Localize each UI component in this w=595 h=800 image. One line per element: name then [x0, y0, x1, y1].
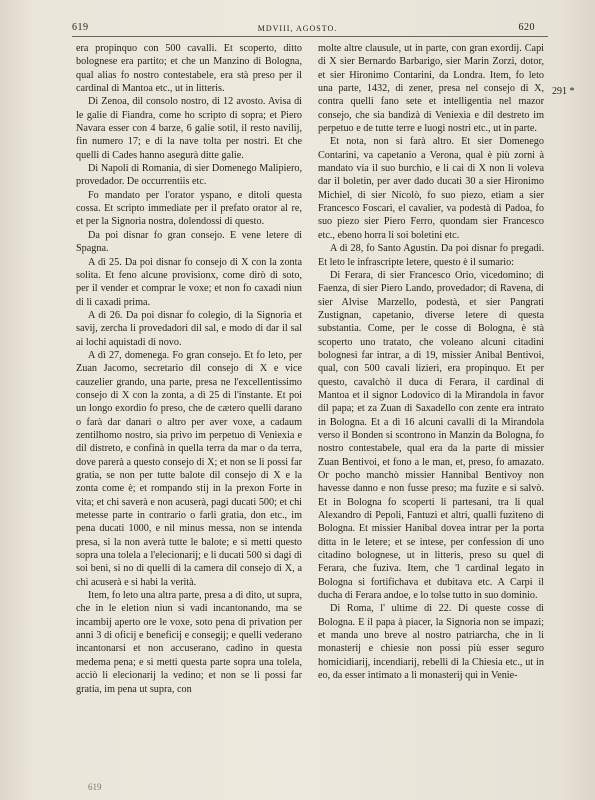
paragraph: Fo mandato per l'orator yspano, e ditoli questa cossa. Et scripto immediate per il prefato orator al re, et per la Signoria nostra, dolendossi di questo. — [76, 189, 302, 228]
paragraph: A dì 25. Da poi disnar fo consejo di X con la zonta solita. Et feno alcune provisionx, come dirò di soto, per il vender et comprar le voxe; et non fo caxadi niun di li caxadi prima. — [76, 256, 302, 308]
margin-note: 291 * — [552, 86, 575, 97]
paragraph: Item, fo leto una altra parte, presa a dì dito, ut supra, che in le eletion niun si vadi incantonando, ma se incambij aperto ore le voxe, soto pena di privation per anni 3 di oficij e beneficij e consegij; e quelli vederano incantonarsi et non accuserano, cadino in questa medema pena; e si metti questa parte sopra una tolela, acciò li elecionarij la vedino; et non se li possi far gratia, im pena ut supra, con — [76, 590, 302, 695]
paragraph: A dì 28, fo Santo Agustin. Da poi disnar fo pregadi. Et leto le infrascripte letere, questo è il sumario: — [318, 243, 544, 268]
paragraph: Da poi disnar fo gran consejo. E vene letere di Spagna. — [76, 229, 302, 255]
paragraph: era propinquo con 500 cavalli. Et scoperto, ditto bolognese era partito; et che un Manzino di Bologna, qual alias fo nostro contestabele, era stà preso per il cardinal di Mantoa etc., ut in litteris. — [76, 43, 302, 95]
running-title: MDVIII, AGOSTO. — [257, 24, 338, 33]
footer-mark: 619 — [88, 782, 102, 792]
right-text-column — [318, 42, 544, 683]
paragraph: A dì 26. Da poi disnar fo colegio, di la Signoria et savij, zercha li provedadori dil sal, e modo di dar il sal ai lochi aquistadi di novo. — [76, 309, 302, 348]
paragraph: Di Zenoa, dil consolo nostro, di 12 avosto. Avisa di le galie di Fiandra, come ho scripto di sopra; et Piero Navara esser con 4 barze, 6 galie sotil, il resto navilij, fin numero 17; e di la nave tolta per nostri. Et che quelli di Cades hanno asegurà ditte galie. — [76, 96, 302, 161]
left-page-number: 619 — [72, 22, 89, 33]
paragraph: Di Roma, l' ultime di 22. Di queste cosse di Bologna. E il papa à piacer, la Signoria non se impazi; et manda uno breve al nostro patriarcha, che in li monasterij e chiesie non possi più esser seguro homicidiarij, incendiarij, rebelli di la Chiesia etc., ut in eo, da esser intimato a li monasterij qui in Venie- — [318, 603, 544, 682]
left-text-column — [76, 42, 302, 696]
paragraph: Di Ferara, di sier Francesco Orio, vicedomino; di Faenza, di sier Piero Lando, provedador; di Ravena, di sier Alvise Marzello, podestà, et sier Pangrati Zustignan, capetanio, diverse letere di questa substantia. Come, per le cosse di Bologna, è stà scoperto uno tratato, che voleano alcuni citadini bolognesi far intrar, a dì 19, missier Anibal Bentivoi, qual, con 500 cavali lizieri, era propinquo. Et per questo, cavalchò il duca di Ferara, il cardinal di Mantoa et il signor Lodovico di la Mirandola in favor dil papa; et za Zuan di Saxadello con zente era intrato in Bologna. Et a dì 16 alcuni cavalli di la Mirandola verso il Bonden si scontrono in Manzin da Bologna, fo nostro contestabele, qual era da la parte di missier Zuan Bentivoi, et fono a le man, et, preso, fo amazato. Or pocho manchò missier Hannibal Bentivoy non havesse danno e non fusse preso; ma fuzite e si salvò. Et in Bologna fo scoperti li partesani, tra li qual Alexandro di Pepoli, Fantuzi et altri, qualli fuziteno di Bologna. Et missier Hanibal dovea intrar per la porta ditta in le letere; et se intese, per confession di uno citadino bolognese, ut in litteris, preso su quel di Ferara, che fuziva. Item, che 'l cardinal legato in Bologna si fortifichava et dubitava etc. A Carpi il ducha di Ferara andoe, e lo tolse tutto in suo dominio. — [318, 269, 544, 602]
paragraph: Et nota, non si farà altro. Et sier Domenego Contarini, va capetanio a Verona, qual è più zorni à mandato via il suo burchio, e li cai di X non li voleva dar il boletin, per aver dado ducati 30 a sier Hironimo Michiel, di sier Nicolò, fo suo piezo, etiam a sier Francesco Foscari, el cavalier, va podestà di Padoa, fo suo piezo sier Piero Ferro, quondam sier Francesco etc., ebeno horra li soi boletini etc. — [318, 136, 544, 241]
header-rule — [72, 36, 548, 37]
paragraph: Di Napoli di Romania, di sier Domenego Malipiero, provedador. De occurrentiis etc. — [76, 163, 302, 188]
paragraph: A dì 27, domenega. Fo gran consejo. Et fo leto, per Zuan Jacomo, secretario dil consejo di X e vice cauzelier grando, una parte, presa ne l'excellentissimo consejo di X con la zonta, a dì 25 di l'instante. Et poi un longo exordio fo preso, che de cætero quelli darano o farà dar danari o altro per aver voxe, a cadaum zentilhomo nostro, sia privo im perpetuo di Veniexia e dil distreto, e confinà in quella terra da mar o da terra, dove parerà a questo consejo di X; et non se li possi far gratia, se non per tutte balote dil consejo di X e la zonta come è; et rompando stij in la prexon Forte in vita; et chi saverà e non acuserà, pagi ducati 500; et chi metesse parte in contrario o farli gratia, don etc., im pena ducati 1000, e nil minus messa, non se intenda presa, si la non averà tutte le balote; e si metti questo sopra una tolela a l'elecionarij; e li ducati 500 si dagi di soi beni, si no di quelli di la camera dil consejo di X, a chi acuserà e si habi la verità. — [76, 349, 302, 588]
paragraph: molte altre clausule, ut in parte, con gran exordij. Capi di X sier Bernardo Barbarigo, sier Marin Zorzi, dotor, et sier Hironimo Contarini, da Londra. Item, fo leto una parte, 1432, di zener, presa nel consejo di X, contra quelli fano sete et intelligentia nel mazor consejo, che sia bandizà di Veniexia e dil destreto im perpetuo e de tutte terre e luogi nostri etc., ut in parte. — [318, 43, 544, 135]
right-page-number: 620 — [518, 22, 535, 33]
